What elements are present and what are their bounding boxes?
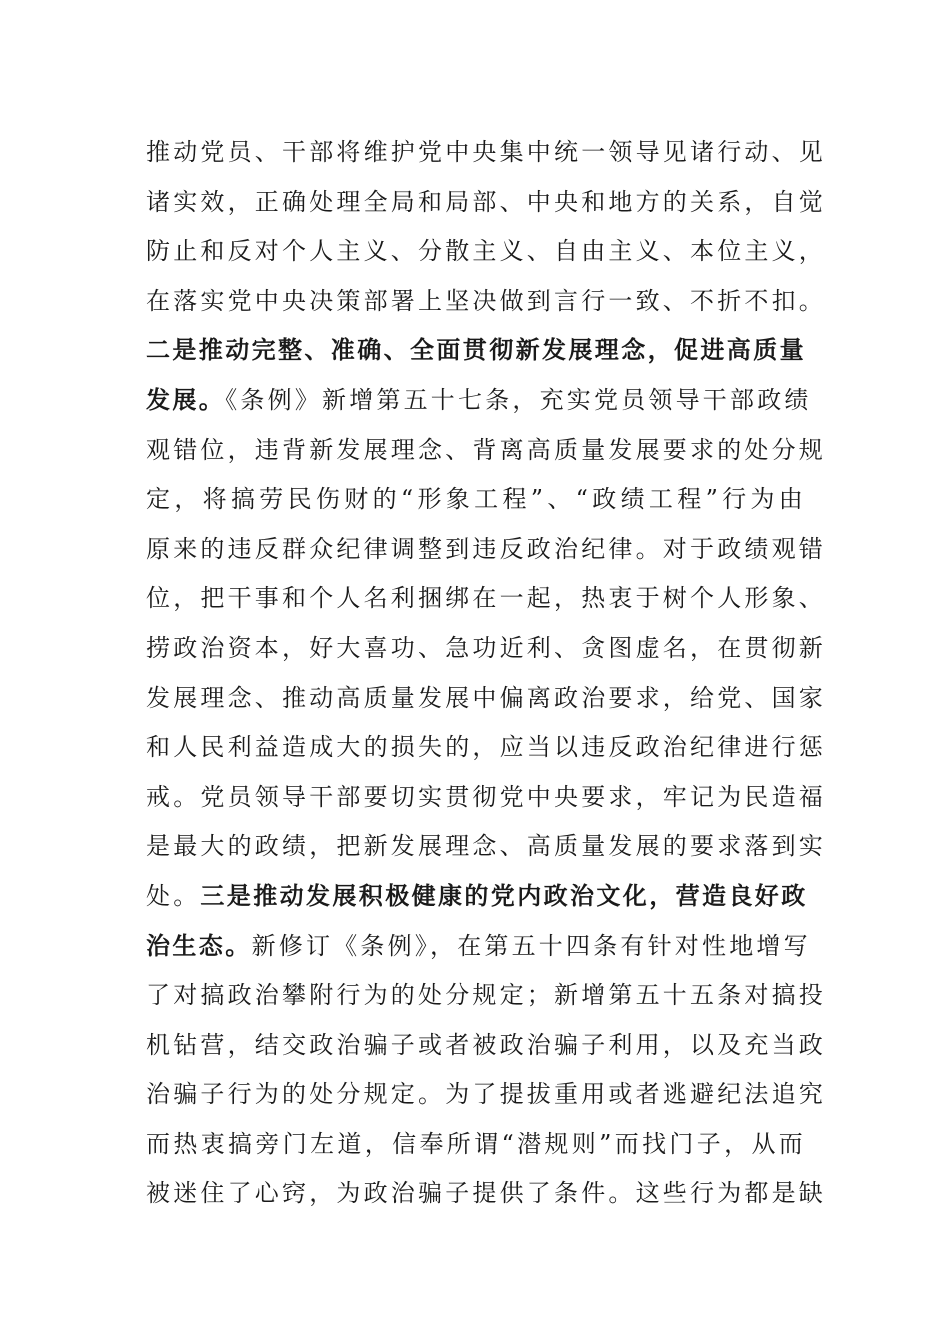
body-text-run: 戒。党员领导干部要切实贯彻党中央要求，牢记为民造福 xyxy=(146,782,826,811)
body-text-run: 在落实党中央决策部署上坚决做到言行一致、不折不扣。 xyxy=(146,286,826,315)
text-line xyxy=(146,277,826,327)
text-line xyxy=(146,1120,806,1170)
text-line xyxy=(146,376,812,426)
bold-heading-text: 二是推动完整、准确、全面贯彻新发展理念，促进高质量 xyxy=(146,336,806,365)
body-text-run: 是最大的政绩，把新发展理念、高质量发展的要求落到实 xyxy=(146,832,826,861)
text-line xyxy=(146,822,826,872)
body-text-run: 防止和反对个人主义、分散主义、自由主义、本位主义， xyxy=(146,237,826,266)
body-text-run: 《条例》新增第五十七条，充实党员领导干部政绩 xyxy=(225,385,812,414)
text-line xyxy=(146,525,826,575)
text-line xyxy=(146,971,826,1021)
body-text-run: 捞政治资本，好大喜功、急功近利、贪图虚名，在贯彻新 xyxy=(146,633,826,662)
body-text-run: 治骗子行为的处分规定。为了提拔重用或者逃避纪法追究 xyxy=(146,1080,826,1109)
body-text-run: 位，把干事和个人名利捆绑在一起，热衷于树个人形象、 xyxy=(146,584,826,613)
text-line xyxy=(146,574,826,624)
text-line xyxy=(146,1070,826,1120)
text-line xyxy=(146,922,811,972)
body-text-run: 推动党员、干部将维护党中央集中统一领导见诸行动、见 xyxy=(146,138,826,166)
text-line xyxy=(146,723,826,773)
bold-heading-text: 治生态。 xyxy=(146,931,252,960)
bold-heading-text: 发展。 xyxy=(146,385,226,414)
text-line xyxy=(146,326,806,376)
body-text-run: 新修订《条例》，在第五十四条有针对性地增写 xyxy=(251,931,811,960)
body-text-run: 被迷住了心窍，为政治骗子提供了条件。这些行为都是缺 xyxy=(146,1179,826,1208)
bold-heading-text: 三是推动发展积极健康的党内政治文化，营造良好政 xyxy=(200,881,808,910)
body-text-run: 定，将搞劳民伤财的“形象工程”、“政绩工程”行为由 xyxy=(146,485,806,514)
document-body xyxy=(146,128,826,1219)
text-line xyxy=(146,475,806,525)
text-line xyxy=(146,128,826,178)
text-line xyxy=(146,624,826,674)
body-text-run: 而热衷搞旁门左道，信奉所谓“潜规则”而找门子，从而 xyxy=(146,1129,806,1158)
text-line xyxy=(146,674,826,724)
text-line xyxy=(146,178,826,228)
text-line xyxy=(146,426,826,476)
body-text-run: 发展理念、推动高质量发展中偏离政治要求，给党、国家 xyxy=(146,683,826,712)
text-line xyxy=(146,872,806,922)
body-text-run: 了对搞政治攀附行为的处分规定；新增第五十五条对搞投 xyxy=(146,981,826,1010)
text-line xyxy=(146,1021,826,1071)
text-line xyxy=(146,1169,826,1219)
body-text-run: 诸实效，正确处理全局和局部、中央和地方的关系，自觉 xyxy=(146,187,826,216)
text-line xyxy=(146,773,826,823)
text-line xyxy=(146,227,826,277)
body-text-run: 观错位，违背新发展理念、背离高质量发展要求的处分规 xyxy=(146,435,826,464)
body-text-run: 机钻营，结交政治骗子或者被政治骗子利用，以及充当政 xyxy=(146,1030,826,1059)
body-text-run: 处。 xyxy=(146,881,201,910)
body-text-run: 原来的违反群众纪律调整到违反政治纪律。对于政绩观错 xyxy=(146,534,826,563)
body-text-run: 和人民利益造成大的损失的，应当以违反政治纪律进行惩 xyxy=(146,733,826,762)
